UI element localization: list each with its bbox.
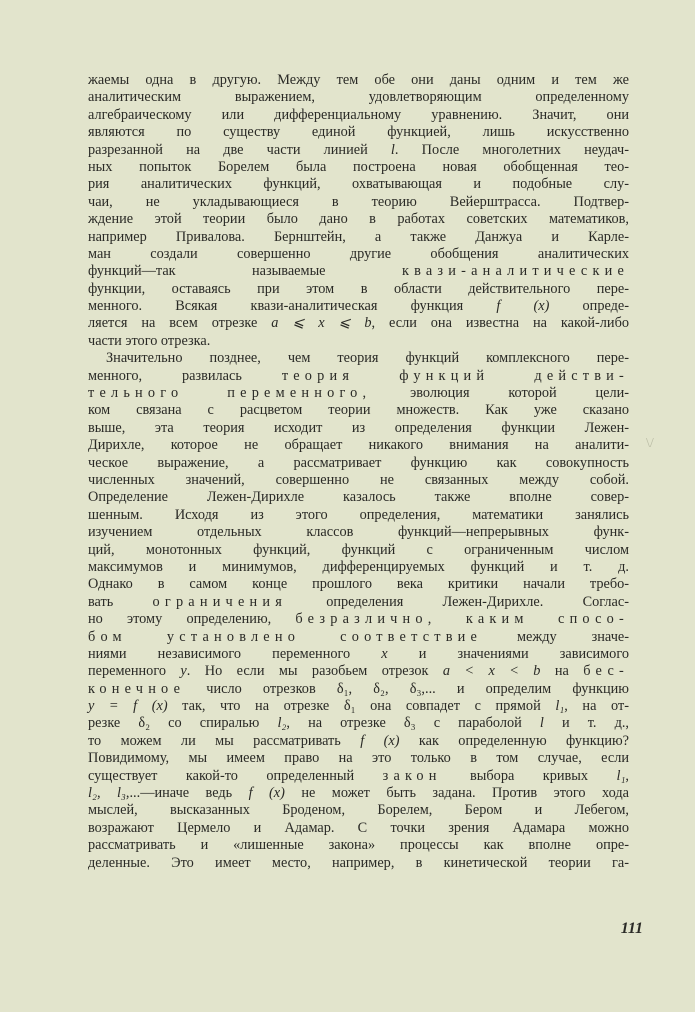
text-run: не может быть задана. Против этого хода <box>284 785 629 802</box>
text-run: как определенную функцию? <box>399 732 630 749</box>
text-line <box>88 733 629 750</box>
text-run: но этому определению, <box>88 611 296 628</box>
math-text: l₂ <box>277 715 287 732</box>
text-run: вать <box>88 593 153 610</box>
text-line <box>88 646 629 663</box>
text-run: то можем ли мы рассматривать <box>88 732 361 749</box>
text-run: , на отрезке δ₃ с параболой <box>286 715 540 732</box>
spaced-emphasis: безразлично, каким спосо- <box>295 611 629 628</box>
text-run: эволюция которой цели- <box>371 385 630 402</box>
text-line <box>88 72 629 89</box>
text-run: менного, развилась <box>88 367 282 384</box>
text-run: максимумов и минимумов, дифференцируемых функций и т. д. <box>88 558 629 575</box>
text-run: разрезанной на две части линией <box>88 141 391 158</box>
text-line <box>88 194 629 211</box>
text-run: ций, монотонных функций, функций с ограниченным числом <box>88 541 629 558</box>
math-text: x <box>381 645 388 662</box>
text-run: алгебраическому или дифференциальному уравнению. Значит, они <box>88 106 629 123</box>
text-line <box>88 229 629 246</box>
text-line <box>88 837 629 854</box>
text-line <box>88 368 629 385</box>
spaced-emphasis: бес- <box>583 663 629 680</box>
text-run: число отрезков δ₁, δ₂, δ₃,... и определим функцию <box>185 680 629 697</box>
text-line <box>88 455 629 472</box>
text-run: например Привалова. Бернштейн, а также Данжуа и Карле- <box>88 228 629 245</box>
text-line <box>88 402 629 419</box>
math-text: l₂, l₃ <box>88 785 126 802</box>
text-line <box>88 768 629 785</box>
text-run: жаемы одна в другую. Между тем обе они даны одним и тем же <box>88 72 629 88</box>
text-run: ,...—иначе ведь <box>125 785 249 802</box>
math-text: f (x) <box>248 785 285 802</box>
text-run: ческое выражение, а рассматривает функцию как совокупность <box>88 454 629 471</box>
text-run: являются по существу единой функцией, лишь искусственно <box>88 124 629 141</box>
text-run: . Но если мы разобьем отрезок <box>186 663 443 680</box>
math-text: a < x < b <box>442 663 541 680</box>
text-run: Однако в самом конце прошлого века критики начали требо- <box>88 576 629 593</box>
text-run: опреде- <box>549 298 630 315</box>
spaced-emphasis: бом установлено соответствие <box>88 628 483 645</box>
math-text: l₁ <box>555 698 565 715</box>
text-line <box>88 489 629 506</box>
text-run: переменного <box>88 663 181 680</box>
text-line <box>88 785 629 802</box>
math-text: l <box>390 141 395 158</box>
text-run: менного. Всякая квази-аналитическая функция <box>88 298 497 315</box>
text-run: функции, оставаясь при этом в области действительного пере- <box>88 280 629 297</box>
text-line <box>88 211 629 228</box>
text-line <box>88 89 629 106</box>
text-run: так, что на отрезке δ₁ она совпадет с прямой <box>167 698 556 715</box>
text-run: и значениями зависимого <box>387 645 629 662</box>
math-text: f (x) <box>360 732 400 749</box>
text-run: аналитическим выражением, удовлетворяющим определенному <box>88 89 629 106</box>
spaced-emphasis: тельного переменного, <box>88 385 372 402</box>
spaced-emphasis: теория функций действи- <box>281 367 629 384</box>
text-run: , на от- <box>564 698 629 715</box>
math-text: a ⩽ x ⩽ b <box>271 315 372 332</box>
text-line <box>88 142 629 159</box>
text-run: рия аналитических функций, охватывающая и подобные слу- <box>88 176 629 193</box>
math-text: y <box>180 663 187 680</box>
text-run: существует какой-то определенный <box>88 767 383 784</box>
text-line <box>88 333 629 350</box>
math-text: y = f (x) <box>88 698 168 715</box>
text-run: части этого отрезка. <box>88 332 211 349</box>
math-text: l₁ <box>616 767 626 784</box>
spaced-emphasis: конечное <box>88 680 186 697</box>
text-line <box>88 629 629 646</box>
text-run: выше, эта теория исходит из определения функции Лежен- <box>88 419 629 436</box>
text-run: чаи, не укладывающиеся в теорию Вейерштрасса. Подтвер- <box>88 193 629 210</box>
text-run: ждение этой теории было дано в работах советских математиков, <box>88 211 629 228</box>
text-run: ных попыток Борелем была построена новая обобщенная тео- <box>88 158 629 175</box>
text-run: резке δ₂ со спиралью <box>88 715 278 732</box>
text-run: ниями независимого переменного <box>88 645 382 662</box>
text-run: мыслей, высказанных Броденом, Борелем, Бером и Лебегом, <box>88 802 629 819</box>
text-run: ком связана с расцветом теории множеств. Как уже сказано <box>88 402 629 419</box>
text-line <box>88 698 629 715</box>
text-line <box>88 159 629 176</box>
text-line <box>88 542 629 559</box>
text-line <box>88 124 629 141</box>
text-run: определения Лежен-Дирихле. Соглас- <box>286 593 629 610</box>
text-line <box>88 385 629 402</box>
text-line <box>88 315 629 332</box>
text-run: между значе- <box>482 628 629 645</box>
text-line <box>88 820 629 837</box>
scan-margin-mark: \/ <box>646 436 654 451</box>
text-run: , если она известна на какой-либо <box>371 315 629 332</box>
text-run: шенным. Исходя из этого определения, математики занялись <box>88 506 629 523</box>
text-run: и т. д., <box>543 715 629 732</box>
text-run: . После многолетних неудач- <box>394 141 629 158</box>
text-run: рассматривать и «лишенные закона» процессы как вполне опре- <box>88 837 629 854</box>
text-run: возражают Цермело и Адамар. С точки зрения Адамара можно <box>88 819 629 836</box>
text-line <box>88 350 629 367</box>
text-line <box>88 524 629 541</box>
text-run: изучением отдельных классов функций—непрерывных функ- <box>88 524 629 541</box>
text-run: Значительно позднее, чем теория функций комплексного пере- <box>106 350 629 367</box>
text-run: выбора кривых <box>441 767 617 784</box>
text-run: функций—так называемые <box>88 263 402 280</box>
text-line <box>88 855 629 872</box>
text-run: ляется на всем отрезке <box>88 315 272 332</box>
math-text: f (x) <box>496 298 550 315</box>
text-run: численных значений, совершенно не связанных между собой. <box>88 471 629 488</box>
text-run: Повидимому, мы имеем право на это только в том случае, если <box>88 750 629 767</box>
text-run: деленные. Это имеет место, например, в кинетической теории га- <box>88 854 629 871</box>
text-line <box>88 107 629 124</box>
text-line <box>88 576 629 593</box>
text-line <box>88 437 629 454</box>
text-line <box>88 472 629 489</box>
text-line <box>88 715 629 732</box>
spaced-emphasis: квази-аналитические <box>401 263 629 280</box>
text-line <box>88 681 629 698</box>
text-line <box>88 176 629 193</box>
text-line <box>88 298 629 315</box>
text-line <box>88 663 629 680</box>
text-line <box>88 246 629 263</box>
text-line <box>88 420 629 437</box>
text-line <box>88 750 629 767</box>
page-number: 111 <box>620 920 643 937</box>
spaced-emphasis: закон <box>382 767 442 784</box>
text-line <box>88 263 629 280</box>
text-line <box>88 559 629 576</box>
text-run: Определение Лежен-Дирихле казалось также вполне совер- <box>88 489 629 506</box>
book-page-text <box>88 72 629 872</box>
text-run: на <box>540 663 584 680</box>
text-line <box>88 611 629 628</box>
text-line <box>88 594 629 611</box>
text-line <box>88 507 629 524</box>
text-run: ман создали совершенно другие обобщения аналитических <box>88 245 629 262</box>
text-line <box>88 802 629 819</box>
text-run: Дирихле, которое не обращает никакого внимания на аналити- <box>88 437 629 454</box>
spaced-emphasis: ограничения <box>152 593 287 610</box>
text-run: , <box>625 767 629 784</box>
text-line <box>88 281 629 298</box>
math-text: l <box>539 715 544 732</box>
